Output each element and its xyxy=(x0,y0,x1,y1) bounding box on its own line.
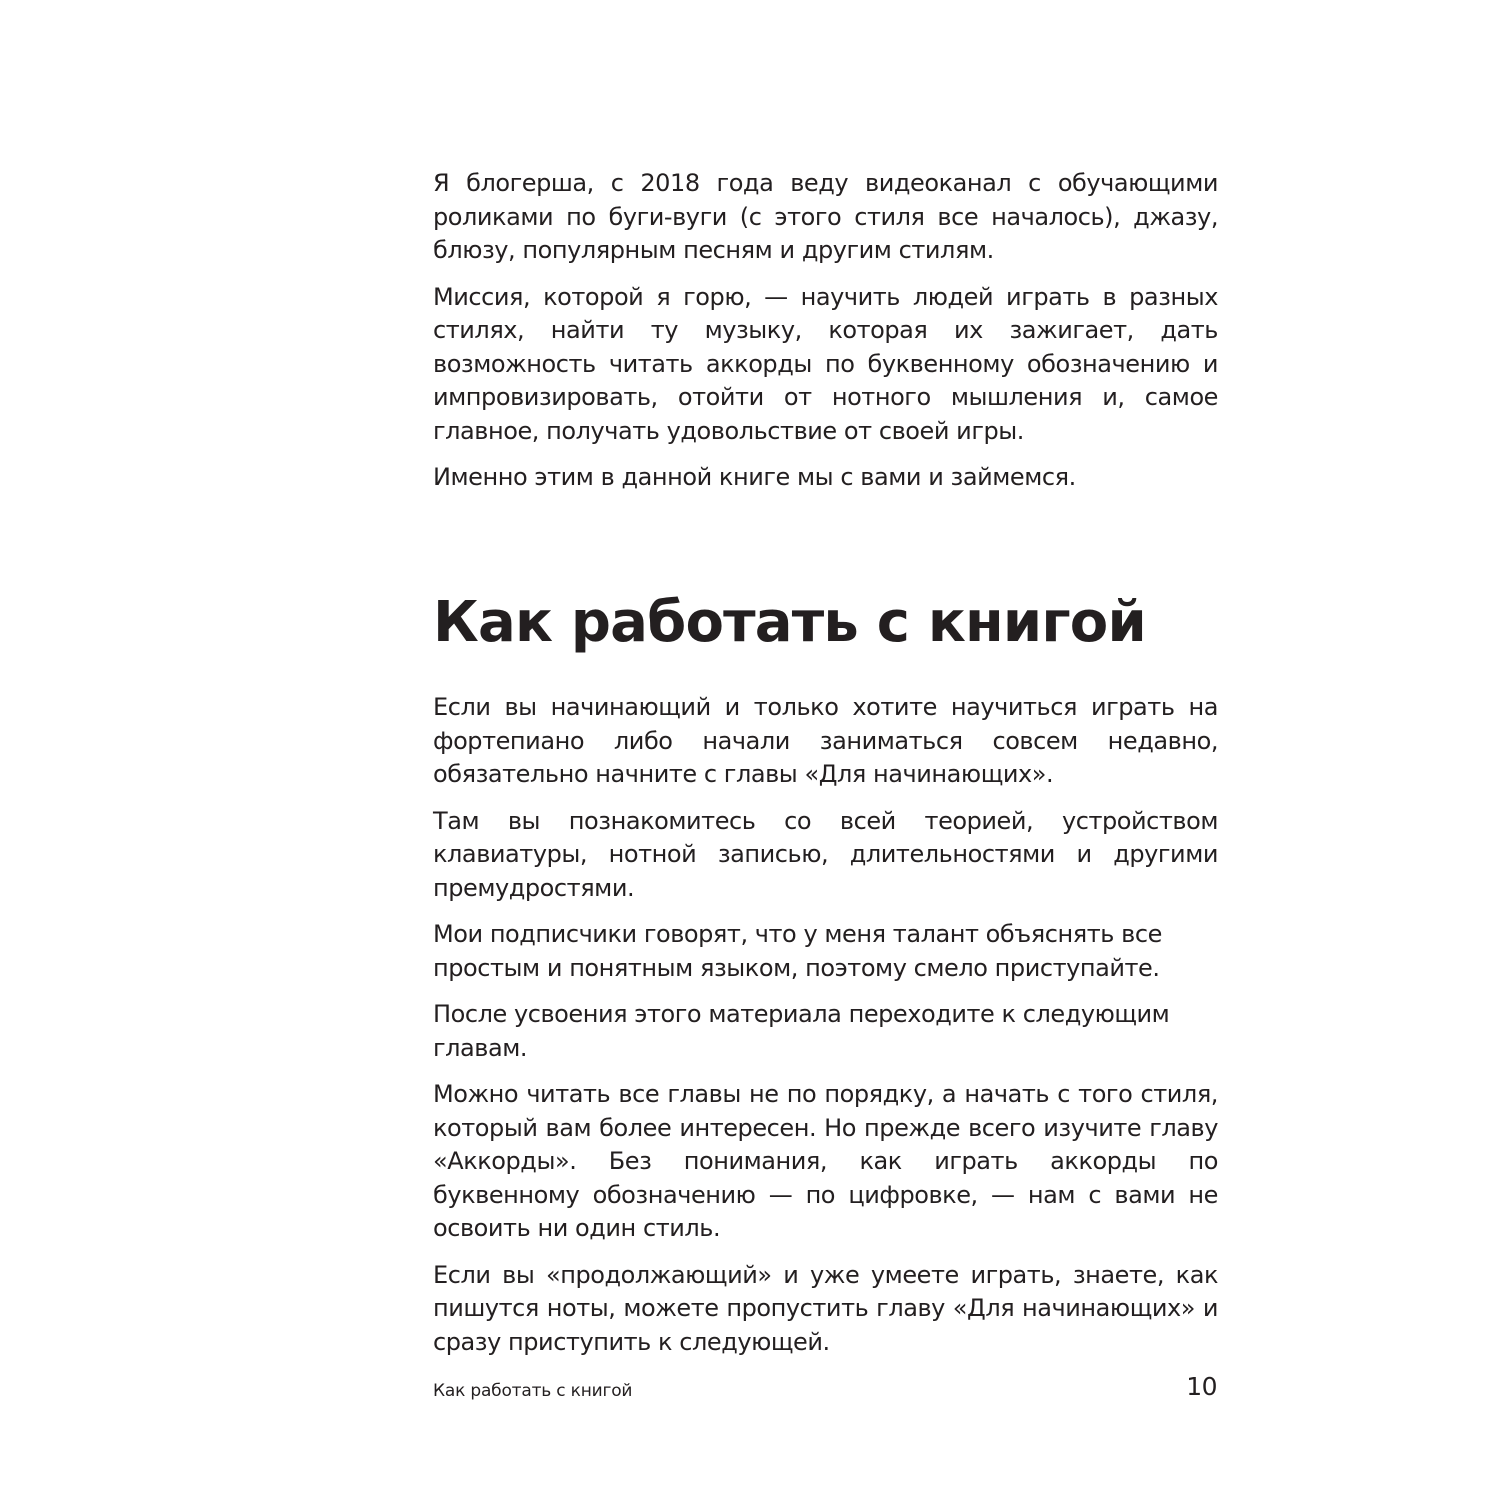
intro-paragraph-2: Миссия, которой я горю, — научить людей играть в разных стилях, найти ту музыку, которая их зажигает, дать возможность читать аккорды по буквенному обозначению и импровизировать, отойти от нотного мышления и, самое главное, получать удовольствие от своей игры. xyxy=(433,282,1218,445)
intro-paragraph-3: Именно этим в данной книге мы с вами и займемся. xyxy=(433,463,1076,491)
intro-paragraph-1: Я блогерша, с 2018 года веду видеоканал с обучающими роликами по буги-вуги (с этого стиля все началось), джазу, блюзу, популярным песням и другим стилям. xyxy=(433,169,1218,264)
section-paragraph-4: После усвоения этого материала переходите к следующим главам. xyxy=(433,1000,1170,1062)
section-paragraph-1: Если вы начинающий и только хотите научиться играть на фортепиано либо начали заниматься совсем недавно, обязательно начните с главы «Для начинающих». xyxy=(433,693,1218,788)
page-number: 10 xyxy=(1186,1372,1217,1401)
section-body xyxy=(433,691,1218,1372)
running-title: Как работать с книгой xyxy=(433,1381,633,1401)
section-heading: Как работать с книгой xyxy=(433,590,1146,655)
section-paragraph-5: Можно читать все главы не по порядку, а начать с того стиля, который вам более интересен. Но прежде всего изучите главу «Аккорды». Без понимания, как играть аккорды по буквенному обозначению — по цифровке, — нам с вами не освоить ни один стиль. xyxy=(433,1080,1218,1242)
section-paragraph-3: Мои подписчики говорят, что у меня талант объяснять все простым и понятным языком, поэтому смело приступайте. xyxy=(433,920,1162,982)
intro-section xyxy=(433,167,1218,508)
section-paragraph-2: Там вы познакомитесь со всей теорией, устройством клавиатуры, нотной записью, длительностями и другими премудростями. xyxy=(433,806,1218,902)
section-paragraph-6: Если вы «продолжающий» и уже умеете играть, знаете, как пишутся ноты, можете пропустить главу «Для начинающих» и сразу приступить к следующей. xyxy=(433,1260,1218,1356)
